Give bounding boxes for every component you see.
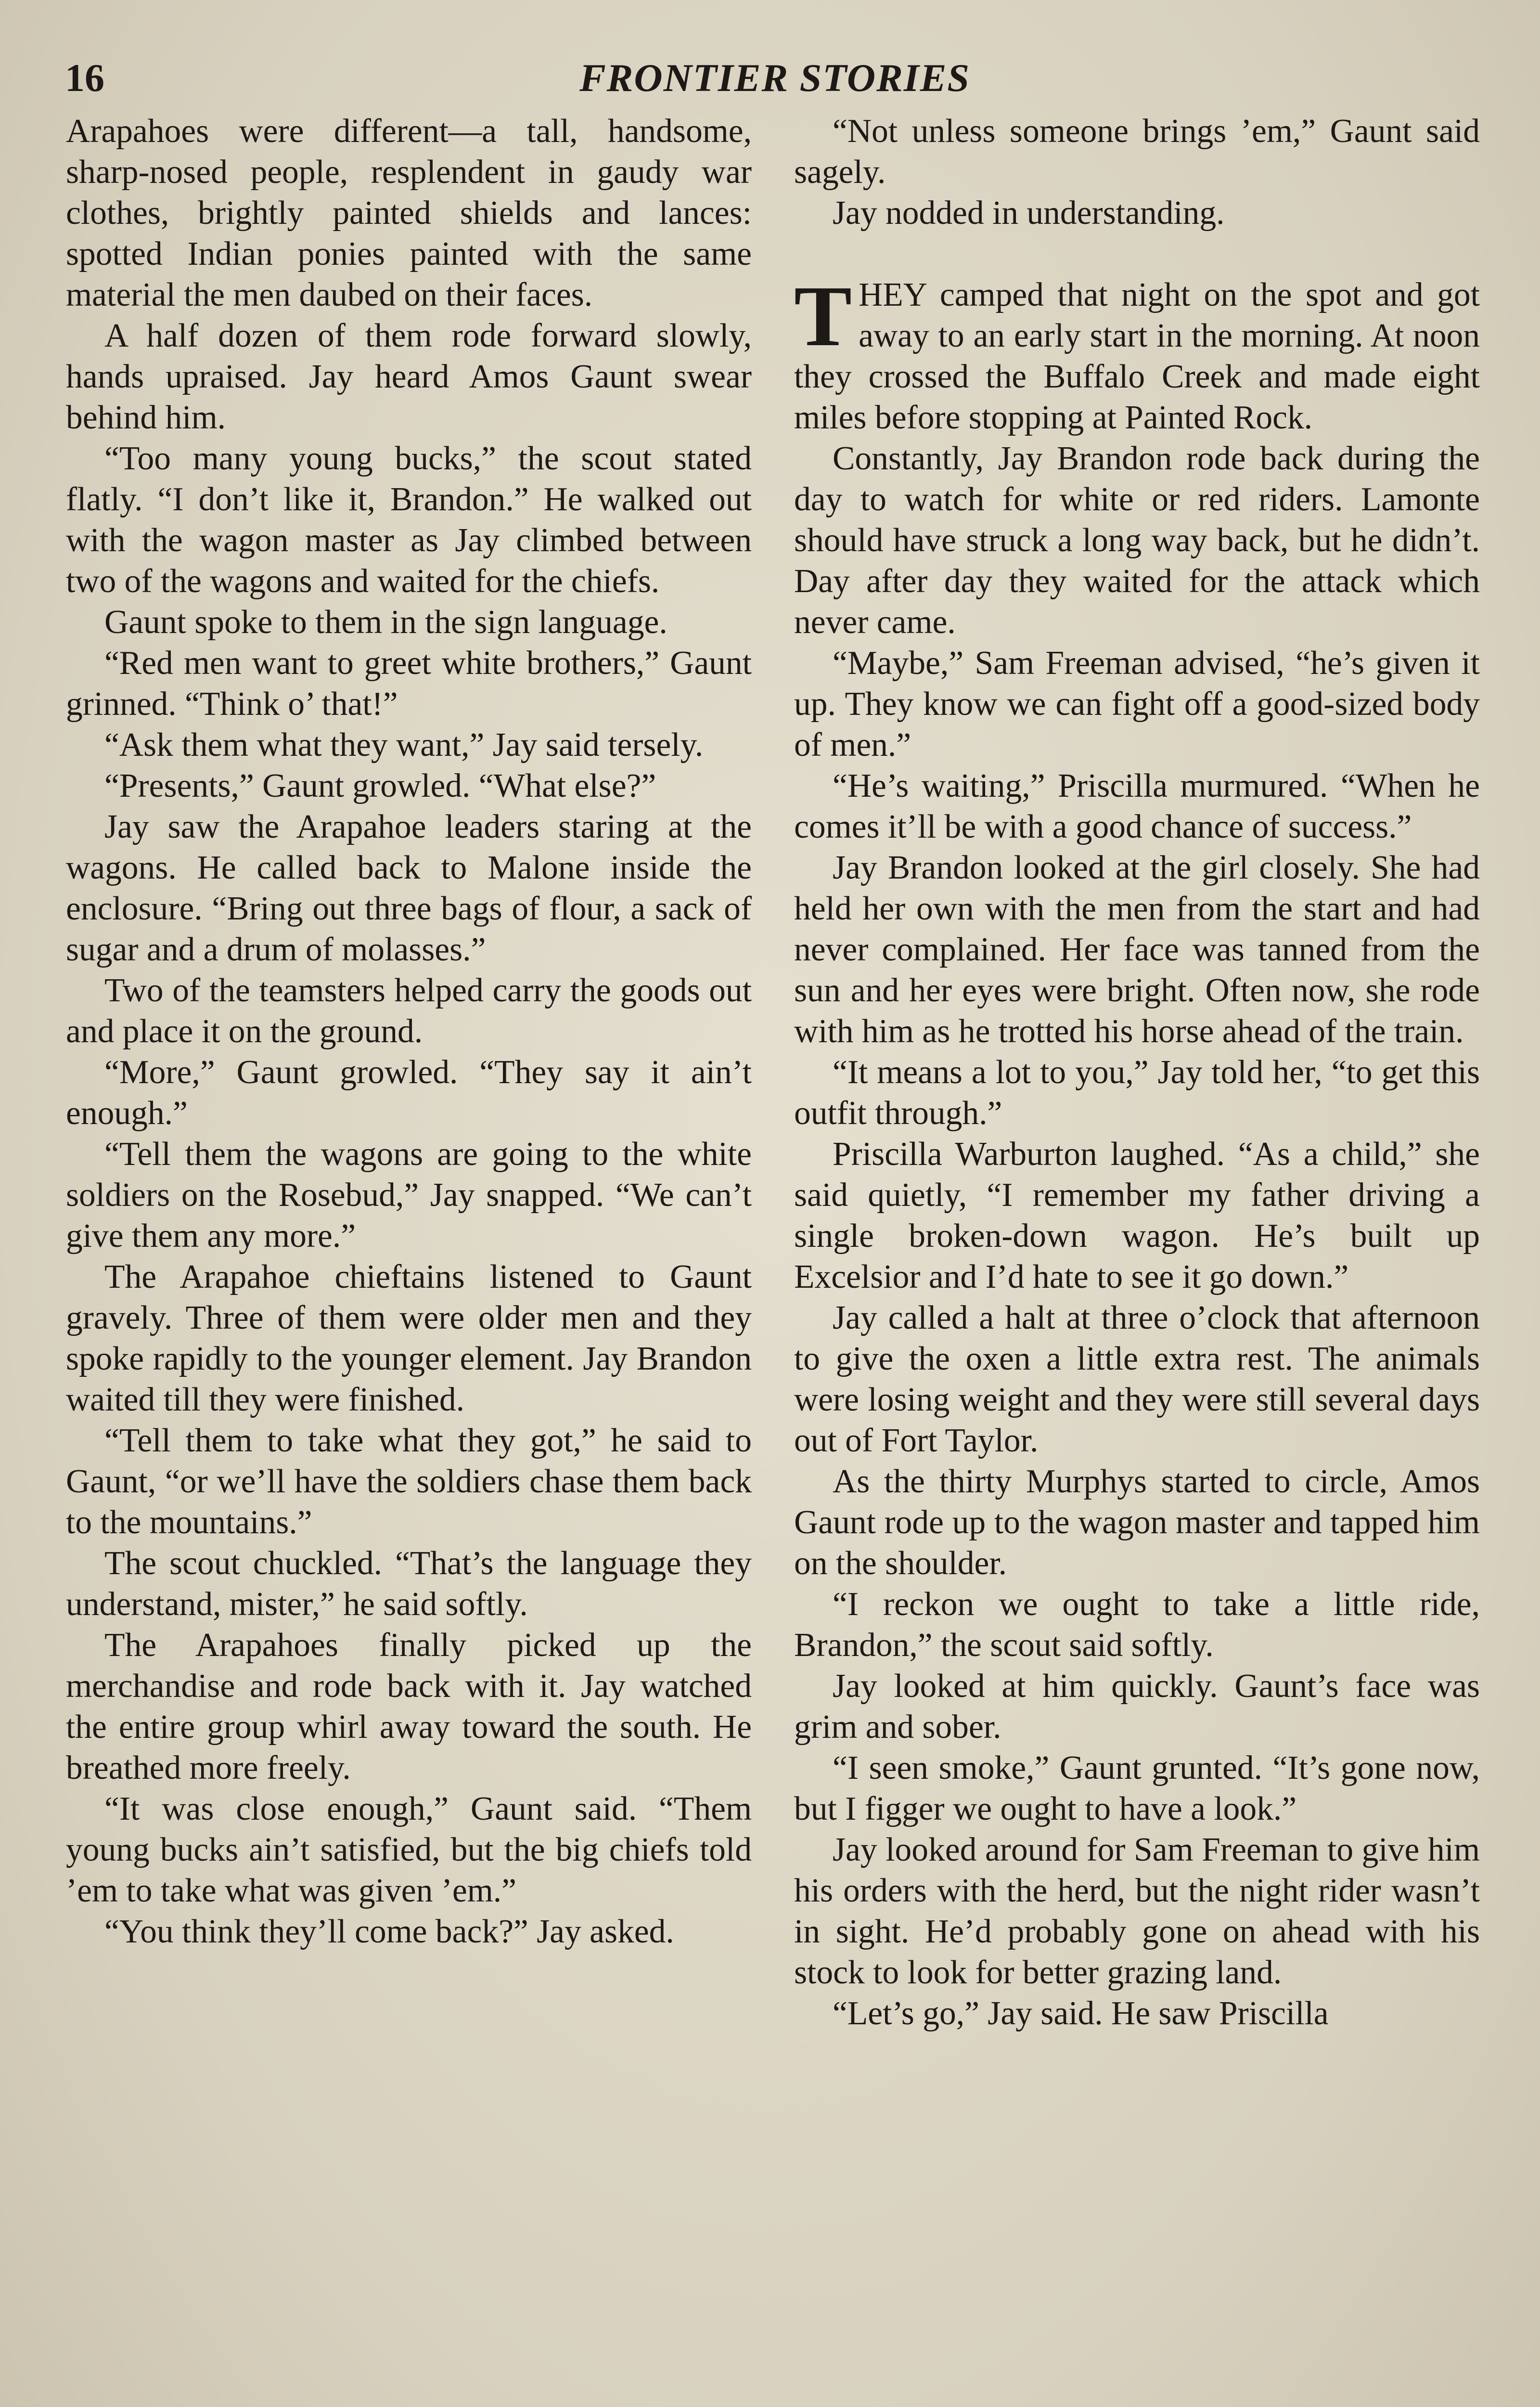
paragraph: The scout chuckled. “That’s the language they understand, mister,” he said softly. <box>66 1545 752 1623</box>
paragraph: “Let’s go,” Jay said. He saw Priscilla <box>833 1995 1329 2032</box>
right-column <box>794 111 1480 2407</box>
paragraph: “Tell them the wagons are going to the white soldiers on the Rosebud,” Jay snapped. “We can’t give them any more.” <box>66 1136 752 1255</box>
paragraph: Constantly, Jay Brandon rode back during the day to watch for white or red riders. Lamonte should have struck a long way back, but he didn’t. Day after day they waited for the attack which never came. <box>794 440 1480 641</box>
page-number: 16 <box>65 56 104 100</box>
paragraph: Jay nodded in understanding. <box>833 194 1225 232</box>
section-opening-paragraph <box>794 268 1480 438</box>
section-break <box>794 233 1480 274</box>
paragraph: Two of the teamsters helped carry the goods out and place it on the ground. <box>66 972 752 1050</box>
paragraph: “You think they’ll come back?” Jay asked. <box>104 1913 674 1950</box>
paragraph: “Red men want to greet white brothers,” Gaunt grinned. “Think o’ that!” <box>66 645 752 723</box>
paragraph: “I reckon we ought to take a little ride, Brandon,” the scout said softly. <box>794 1586 1480 1664</box>
section-opening-text: HEY camped that night on the spot and got away to an early start in the morning. At noon they crossed the Buffalo Creek and made eight miles before stopping at Painted Rock. <box>794 276 1480 436</box>
paragraph: “Not unless someone brings ’em,” Gaunt said sagely. <box>794 113 1480 191</box>
paragraph: “It was close enough,” Gaunt said. “Them young bucks ain’t satisfied, but the big chiefs told ’em to take what was given ’em.” <box>66 1790 752 1909</box>
paragraph: “Tell them to take what they got,” he said to Gaunt, “or we’ll have the soldiers chase them back to the mountains.” <box>66 1422 752 1541</box>
paragraph: “Ask them what they want,” Jay said tersely. <box>104 726 704 764</box>
left-column <box>66 111 752 2407</box>
paragraph: A half dozen of them rode forward slowly, hands upraised. Jay heard Amos Gaunt swear behind him. <box>66 317 752 436</box>
paragraph: “I seen smoke,” Gaunt grunted. “It’s gone now, but I figger we ought to have a look.” <box>794 1749 1480 1827</box>
paragraph: The Arapahoe chieftains listened to Gaunt gravely. Three of them were older men and they spoke rapidly to the younger element. Jay Brandon waited till they were finished. <box>66 1258 752 1418</box>
paragraph: Jay Brandon looked at the girl closely. She had held her own with the men from the start and had never complained. Her face was tanned from the sun and her eyes were bright. Often now, she rode with him as he trotted his horse ahead of the train. <box>794 849 1480 1050</box>
paragraph: “Too many young bucks,” the scout stated flatly. “I don’t like it, Brandon.” He walked out with the wagon master as Jay climbed between two of the wagons and waited for the chiefs. <box>66 440 752 600</box>
page-header <box>65 46 1485 118</box>
paragraph: Jay saw the Arapahoe leaders staring at the wagons. He called back to Malone inside the enclosure. “Bring out three bags of flour, a sack of sugar and a drum of molasses.” <box>66 808 752 968</box>
magazine-title: FRONTIER STORIES <box>579 56 971 100</box>
paragraph: Jay called a halt at three o’clock that afternoon to give the oxen a little extra rest. The animals were losing weight and they were still several days out of Fort Taylor. <box>794 1299 1480 1459</box>
paragraph: Jay looked at him quickly. Gaunt’s face was grim and sober. <box>794 1668 1480 1746</box>
paragraph: Gaunt spoke to them in the sign language. <box>104 604 667 641</box>
paragraph: As the thirty Murphys started to circle, Amos Gaunt rode up to the wagon master and tapped him on the shoulder. <box>794 1463 1480 1582</box>
paragraph: “It means a lot to you,” Jay told her, “to get this outfit through.” <box>794 1054 1480 1132</box>
paragraph: “He’s waiting,” Priscilla murmured. “When he comes it’ll be with a good chance of success.” <box>794 767 1480 845</box>
drop-cap: T <box>794 268 852 364</box>
paragraph: The Arapahoes finally picked up the merchandise and rode back with it. Jay watched the entire group whirl away toward the south. He breathed more freely. <box>66 1627 752 1786</box>
paragraph: Arapahoes were different—a tall, handsome, sharp-nosed people, resplendent in gaudy war clothes, brightly painted shields and lances: spotted Indian ponies painted with the same material the men daubed on their faces. <box>66 113 752 313</box>
paragraph: Priscilla Warburton laughed. “As a child,” she said quietly, “I remember my father driving a single broken-down wagon. He’s built up Excelsior and I’d hate to see it go down.” <box>794 1136 1480 1295</box>
paragraph: Jay looked around for Sam Freeman to give him his orders with the herd, but the night rider wasn’t in sight. He’d probably gone on ahead with his stock to look for better grazing land. <box>794 1831 1480 1991</box>
paragraph: “More,” Gaunt growled. “They say it ain’t enough.” <box>66 1054 752 1132</box>
paragraph: “Maybe,” Sam Freeman advised, “he’s given it up. They know we can fight off a good-sized body of men.” <box>794 645 1480 764</box>
paragraph: “Presents,” Gaunt growled. “What else?” <box>104 767 656 804</box>
